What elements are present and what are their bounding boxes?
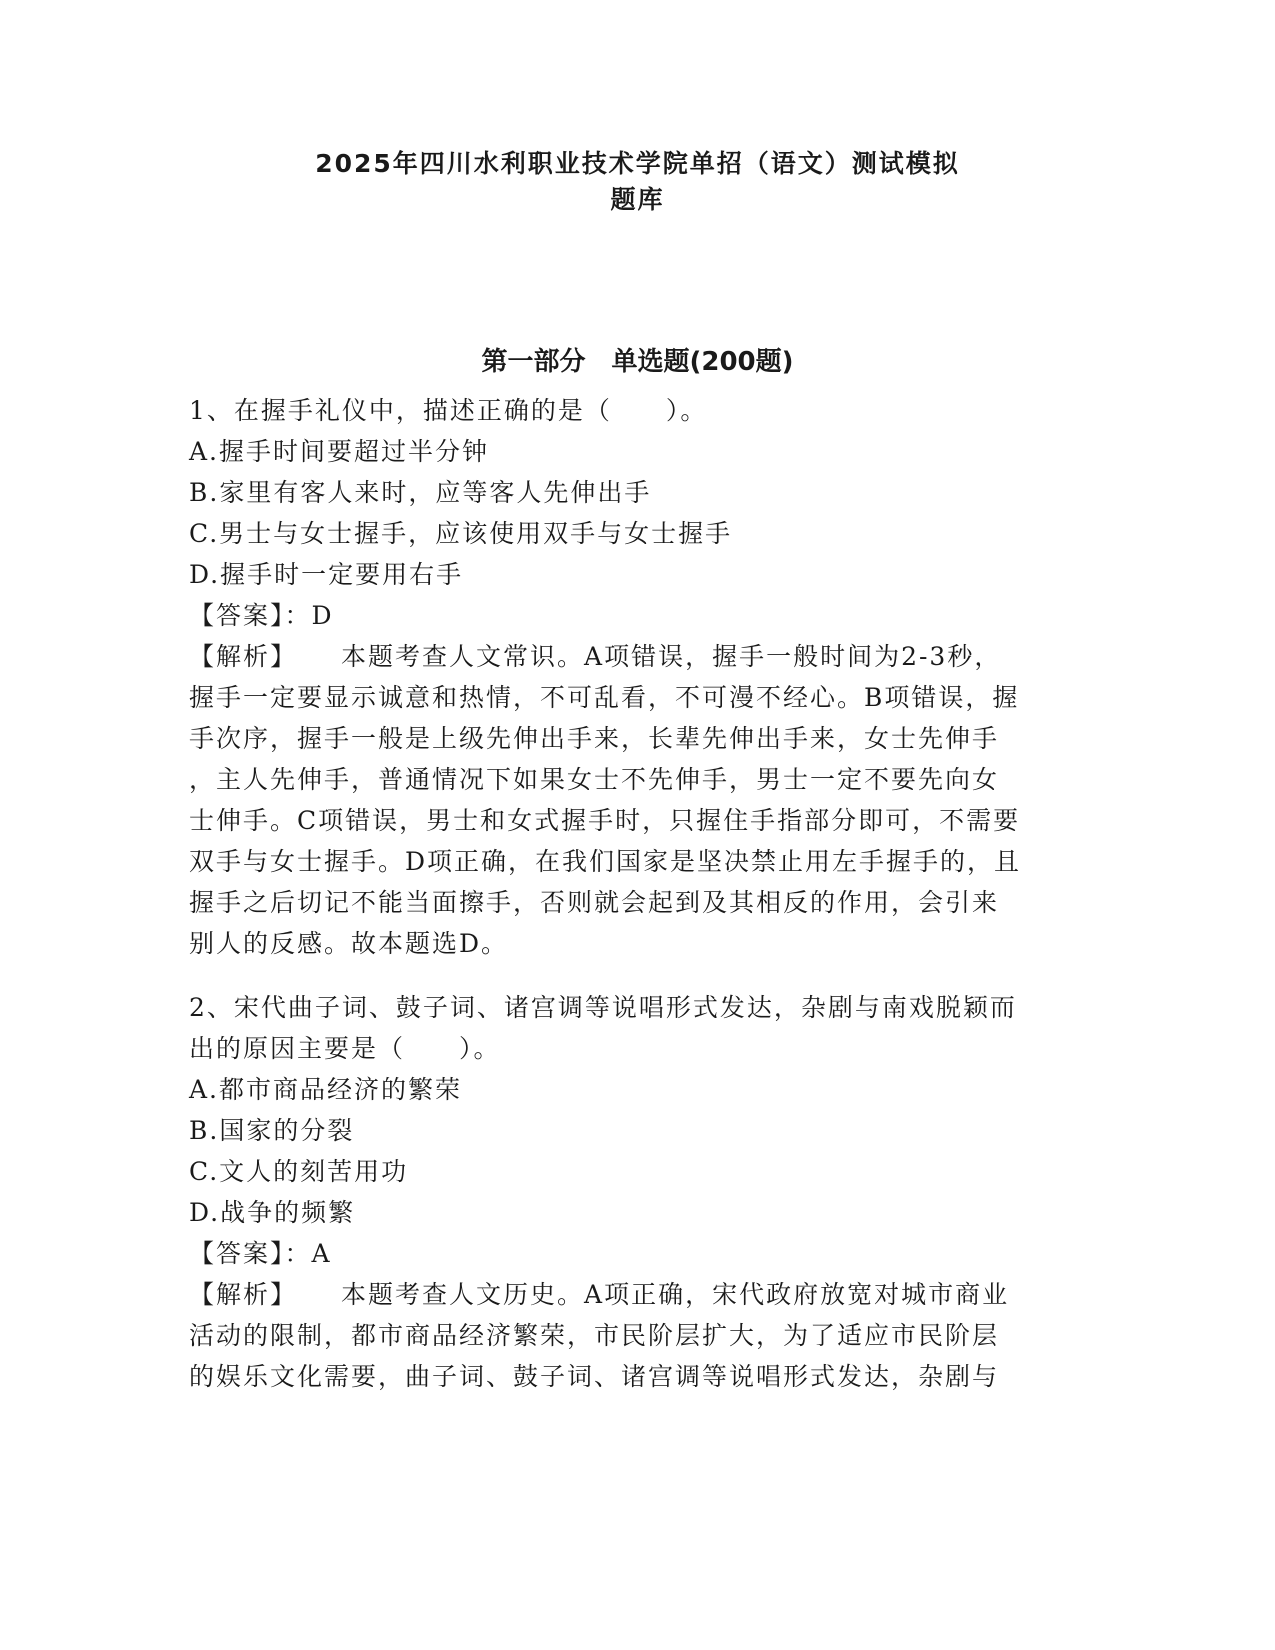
analysis-text: 活动的限制，都市商品经济繁荣，市民阶层扩大，为了适应市民阶层 <box>189 1321 1000 1350</box>
document-title <box>150 146 1125 218</box>
analysis-text: ，主人先伸手，普通情况下如果女士不先伸手，男士一定不要先向女 <box>189 765 1000 794</box>
analysis-line <box>189 1277 1009 1313</box>
option-b: B.国家的分裂 <box>189 1116 355 1145</box>
analysis-text: 本题考查人文常识。A项错误，握手一般时间为2-3秒， <box>341 642 1002 671</box>
section-title: 第一部分 单选题(200题) <box>481 347 794 377</box>
analysis-text: 握手之后切记不能当面擦手，否则就会起到及其相反的作用，会引来 <box>189 888 1000 917</box>
option-d: D.握手时一定要用右手 <box>189 560 464 589</box>
analysis-text: 的娱乐文化需要，曲子词、鼓子词、诸宫调等说唱形式发达，杂剧与 <box>189 1362 1000 1391</box>
option-b: B.家里有客人来时，应等客人先伸出手 <box>189 478 652 507</box>
analysis-label: 【解析】 <box>189 642 298 671</box>
document-title-line-1: 2025年四川水利职业技术学院单招（语文）测试模拟 <box>315 149 960 178</box>
option-c: C.文人的刻苦用功 <box>189 1157 409 1186</box>
answer-line <box>189 598 334 634</box>
analysis-line <box>189 639 1001 675</box>
analysis-text: 别人的反感。故本题选D。 <box>189 929 509 958</box>
answer-value: D <box>311 601 334 630</box>
analysis-text: 士伸手。C项错误，男士和女式握手时，只握住手指部分即可，不需要 <box>189 806 1021 835</box>
analysis-text: 本题考查人文历史。A项正确，宋代政府放宽对城市商业 <box>341 1280 1010 1309</box>
option-d: D.战争的频繁 <box>189 1198 356 1227</box>
question-stem: 出的原因主要是（ ）。 <box>189 1034 501 1063</box>
option-a: A.握手时间要超过半分钟 <box>189 437 490 466</box>
option-a: A.都市商品经济的繁荣 <box>189 1075 463 1104</box>
option-c: C.男士与女士握手，应该使用双手与女士握手 <box>189 519 733 548</box>
answer-value: A <box>311 1239 332 1268</box>
document-title-line-2: 题库 <box>610 185 665 214</box>
analysis-label: 【解析】 <box>189 1280 298 1309</box>
answer-label: 【答案】： <box>189 601 312 630</box>
question-stem: 2、宋代曲子词、鼓子词、诸宫调等说唱形式发达，杂剧与南戏脱颖而 <box>189 993 1017 1022</box>
question-stem: 1、在握手礼仪中，描述正确的是（ ）。 <box>189 396 708 425</box>
analysis-text: 握手一定要显示诚意和热情，不可乱看，不可漫不经心。B项错误，握 <box>189 683 1020 712</box>
answer-label: 【答案】： <box>189 1239 312 1268</box>
analysis-text: 手次序，握手一般是上级先伸出手来，长辈先伸出手来，女士先伸手 <box>189 724 1000 753</box>
analysis-text: 双手与女士握手。D项正确，在我们国家是坚决禁止用左手握手的，且 <box>189 847 1022 876</box>
answer-line <box>189 1236 332 1272</box>
